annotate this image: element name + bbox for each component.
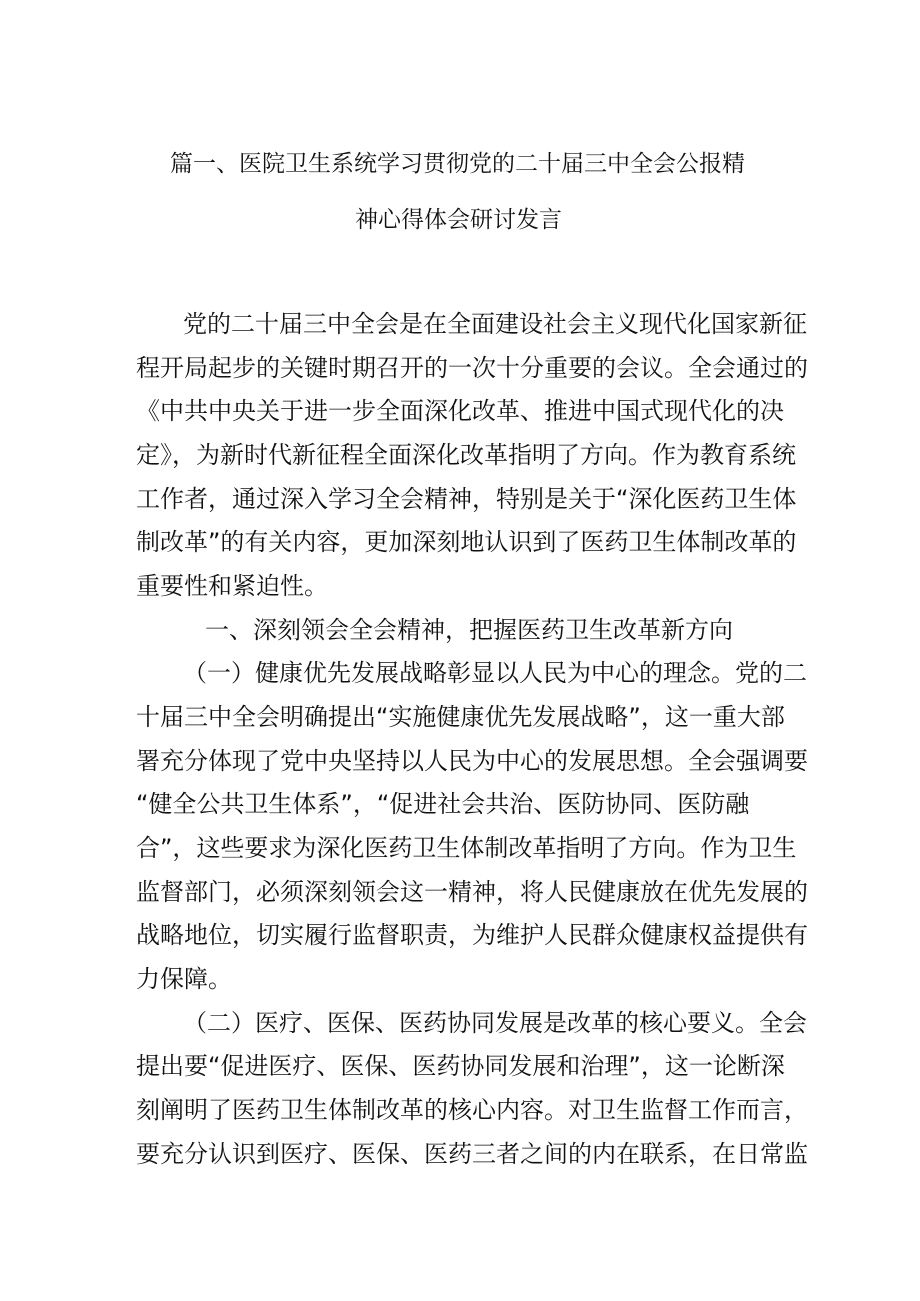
body-line: 刻阐明了医药卫生体制改革的核心内容。对卫生监督工作而言， <box>136 1096 808 1124</box>
body-line: 重要性和紧迫性。 <box>136 572 328 600</box>
body-line: 战略地位，切实履行监督职责，为维护人民群众健康权益提供有 <box>136 921 808 949</box>
document-title-line-2: 神心得体会研讨发言 <box>355 207 562 233</box>
body-line: 工作者，通过深入学习全会精神，特别是关于“深化医药卫生体 <box>136 485 797 513</box>
body-line: 程开局起步的关键时期召开的一次十分重要的会议。全会通过的 <box>136 354 808 382</box>
body-line: （一）健康优先发展战略彰显以人民为中心的理念。党的二 <box>183 659 807 687</box>
body-line: “健全公共卫生体系”，“促进社会共治、医防协同、医防融 <box>136 790 750 818</box>
section-heading: 一、深刻领会全会精神，把握医药卫生改革新方向 <box>205 616 733 644</box>
body-line: 署充分体现了党中央坚持以人民为中心的发展思想。全会强调要 <box>136 747 808 775</box>
body-line: 合”，这些要求为深化医药卫生体制改革指明了方向。作为卫生 <box>136 834 797 862</box>
body-line: 《中共中央关于进一步全面深化改革、推进中国式现代化的决 <box>136 397 784 425</box>
body-line: 力保障。 <box>136 965 232 993</box>
body-line: 要充分认识到医疗、医保、医药三者之间的内在联系，在日常监 <box>136 1140 808 1168</box>
document-title-line-1: 篇一、医院卫生系统学习贯彻党的二十届三中全会公报精 <box>170 151 745 177</box>
body-line: 定》，为新时代新征程全面深化改革指明了方向。作为教育系统 <box>136 441 796 469</box>
body-line: 制改革”的有关内容，更加深刻地认识到了医药卫生体制改革的 <box>136 528 797 556</box>
body-line: 提出要“促进医疗、医保、医药协同发展和治理”，这一论断深 <box>136 1052 785 1080</box>
body-line: （二）医疗、医保、医药协同发展是改革的核心要义。全会 <box>183 1009 807 1037</box>
body-line: 监督部门，必须深刻领会这一精神，将人民健康放在优先发展的 <box>136 878 808 906</box>
body-line: 党的二十届三中全会是在全面建设社会主义现代化国家新征 <box>183 310 807 338</box>
body-line: 十届三中全会明确提出“实施健康优先发展战略”，这一重大部 <box>136 703 785 731</box>
